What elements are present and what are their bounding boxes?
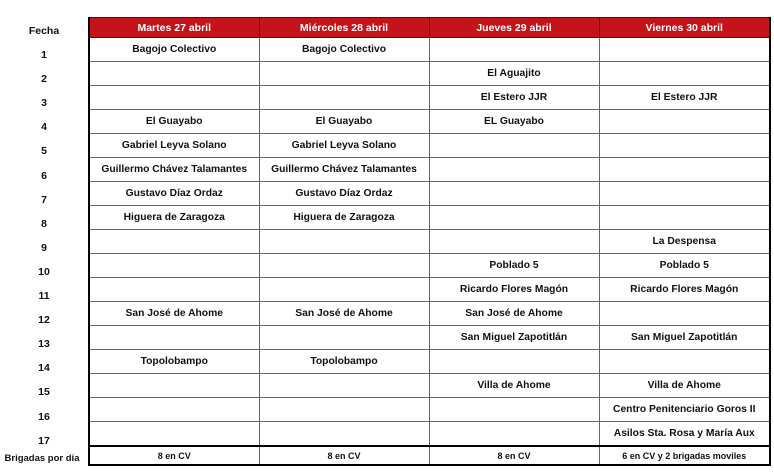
schedule-cell: El Estero JJR [599, 86, 770, 110]
brigadas-cell: 8 en CV [259, 446, 429, 465]
table-row [89, 62, 770, 86]
schedule-cell: Guillermo Chávez Talamantes [89, 158, 259, 182]
schedule-cell [259, 62, 429, 86]
table-row [89, 134, 770, 158]
schedule-table [88, 17, 771, 466]
schedule-cell [259, 398, 429, 422]
brigadas-cell: 8 en CV [89, 446, 259, 465]
schedule-cell: Higuera de Zaragoza [259, 206, 429, 230]
schedule-cell [429, 422, 599, 447]
schedule-cell [429, 38, 599, 62]
row-number: 2 [41, 73, 47, 86]
schedule-cell [429, 134, 599, 158]
brigadas-cell: 6 en CV y 2 brigadas moviles [599, 446, 770, 465]
schedule-cell: El Aguajito [429, 62, 599, 86]
header-row [89, 18, 770, 38]
row-number: 13 [38, 338, 50, 351]
table-row [89, 230, 770, 254]
schedule-cell [89, 86, 259, 110]
brigadas-cell: 8 en CV [429, 446, 599, 465]
table-row [89, 374, 770, 398]
schedule-cell: San José de Ahome [429, 302, 599, 326]
schedule-cell [429, 230, 599, 254]
row-number: 10 [38, 265, 50, 278]
day-header: Miércoles 28 abril [259, 18, 429, 38]
schedule-cell: Centro Penitenciario Goros II [599, 398, 770, 422]
table-row [89, 110, 770, 134]
schedule-cell: Gustavo Díaz Ordaz [89, 182, 259, 206]
day-header: Martes 27 abril [89, 18, 259, 38]
schedule-cell: Higuera de Zaragoza [89, 206, 259, 230]
schedule-cell [259, 230, 429, 254]
table-row [89, 86, 770, 110]
schedule-cell: El Guayabo [89, 110, 259, 134]
schedule-cell [259, 278, 429, 302]
table-row [89, 422, 770, 447]
schedule-cell: San Miguel Zapotitlán [599, 326, 770, 350]
schedule-cell [89, 398, 259, 422]
schedule-cell: Gustavo Díaz Ordaz [259, 182, 429, 206]
schedule-cell: El Guayabo [259, 110, 429, 134]
schedule-cell [599, 206, 770, 230]
schedule-cell [89, 62, 259, 86]
schedule-cell: San Miguel Zapotitlán [429, 326, 599, 350]
row-number: 17 [38, 434, 50, 447]
table-row [89, 278, 770, 302]
day-header: Viernes 30 abril [599, 18, 770, 38]
row-number: 15 [38, 386, 50, 399]
schedule-cell: Asilos Sta. Rosa y María Aux [599, 422, 770, 447]
schedule-cell [259, 422, 429, 447]
brigadas-label: Brigadas por día [4, 453, 80, 464]
row-number: 16 [38, 410, 50, 423]
row-number: 8 [41, 217, 47, 230]
row-number: 6 [41, 169, 47, 182]
schedule-cell: Gabriel Leyva Solano [89, 134, 259, 158]
schedule-cell [599, 62, 770, 86]
row-number: 4 [41, 121, 47, 134]
schedule-cell [599, 350, 770, 374]
schedule-cell [429, 206, 599, 230]
schedule-cell: El Estero JJR [429, 86, 599, 110]
schedule-cell: Bagojo Colectivo [89, 38, 259, 62]
row-number: 7 [41, 193, 47, 206]
schedule-cell: Poblado 5 [429, 254, 599, 278]
schedule-cell: Villa de Ahome [599, 374, 770, 398]
row-number: 9 [41, 241, 47, 254]
schedule-cell [599, 38, 770, 62]
schedule-cell: La Despensa [599, 230, 770, 254]
row-number: 14 [38, 362, 50, 375]
schedule-cell: EL Guayabo [429, 110, 599, 134]
schedule-cell [89, 374, 259, 398]
schedule-cell [89, 326, 259, 350]
fecha-label: Fecha [28, 25, 60, 37]
table-row [89, 326, 770, 350]
schedule-cell [429, 158, 599, 182]
schedule-cell [599, 110, 770, 134]
row-number: 1 [41, 49, 47, 61]
schedule-cell [259, 326, 429, 350]
row-number: 12 [38, 314, 50, 327]
schedule-cell [429, 398, 599, 422]
schedule-cell [89, 422, 259, 447]
table-row [89, 38, 770, 62]
schedule-cell [429, 350, 599, 374]
schedule-cell [599, 134, 770, 158]
schedule-cell [599, 158, 770, 182]
schedule-cell [259, 254, 429, 278]
table-row [89, 302, 770, 326]
table-row [89, 350, 770, 374]
day-header: Jueves 29 abril [429, 18, 599, 38]
schedule-cell [89, 278, 259, 302]
row-number: 11 [38, 290, 50, 302]
schedule-cell [599, 302, 770, 326]
table-row [89, 254, 770, 278]
schedule-cell: San José de Ahome [89, 302, 259, 326]
schedule-cell: Bagojo Colectivo [259, 38, 429, 62]
row-number: 3 [41, 97, 47, 110]
schedule-cell: Villa de Ahome [429, 374, 599, 398]
schedule-cell: San José de Ahome [259, 302, 429, 326]
table-row [89, 182, 770, 206]
row-number: 5 [41, 145, 47, 158]
footer-row [89, 446, 770, 465]
schedule-cell: Poblado 5 [599, 254, 770, 278]
schedule-cell: Topolobampo [259, 350, 429, 374]
schedule-cell [599, 182, 770, 206]
table-row [89, 398, 770, 422]
schedule-cell [259, 374, 429, 398]
schedule-cell: Ricardo Flores Magón [429, 278, 599, 302]
schedule-cell: Topolobampo [89, 350, 259, 374]
schedule-cell [259, 86, 429, 110]
table-row [89, 206, 770, 230]
schedule-cell [429, 182, 599, 206]
table-row [89, 158, 770, 182]
schedule-cell: Gabriel Leyva Solano [259, 134, 429, 158]
schedule-cell [89, 230, 259, 254]
schedule-cell: Ricardo Flores Magón [599, 278, 770, 302]
schedule-cell: Guillermo Chávez Talamantes [259, 158, 429, 182]
schedule-cell [89, 254, 259, 278]
